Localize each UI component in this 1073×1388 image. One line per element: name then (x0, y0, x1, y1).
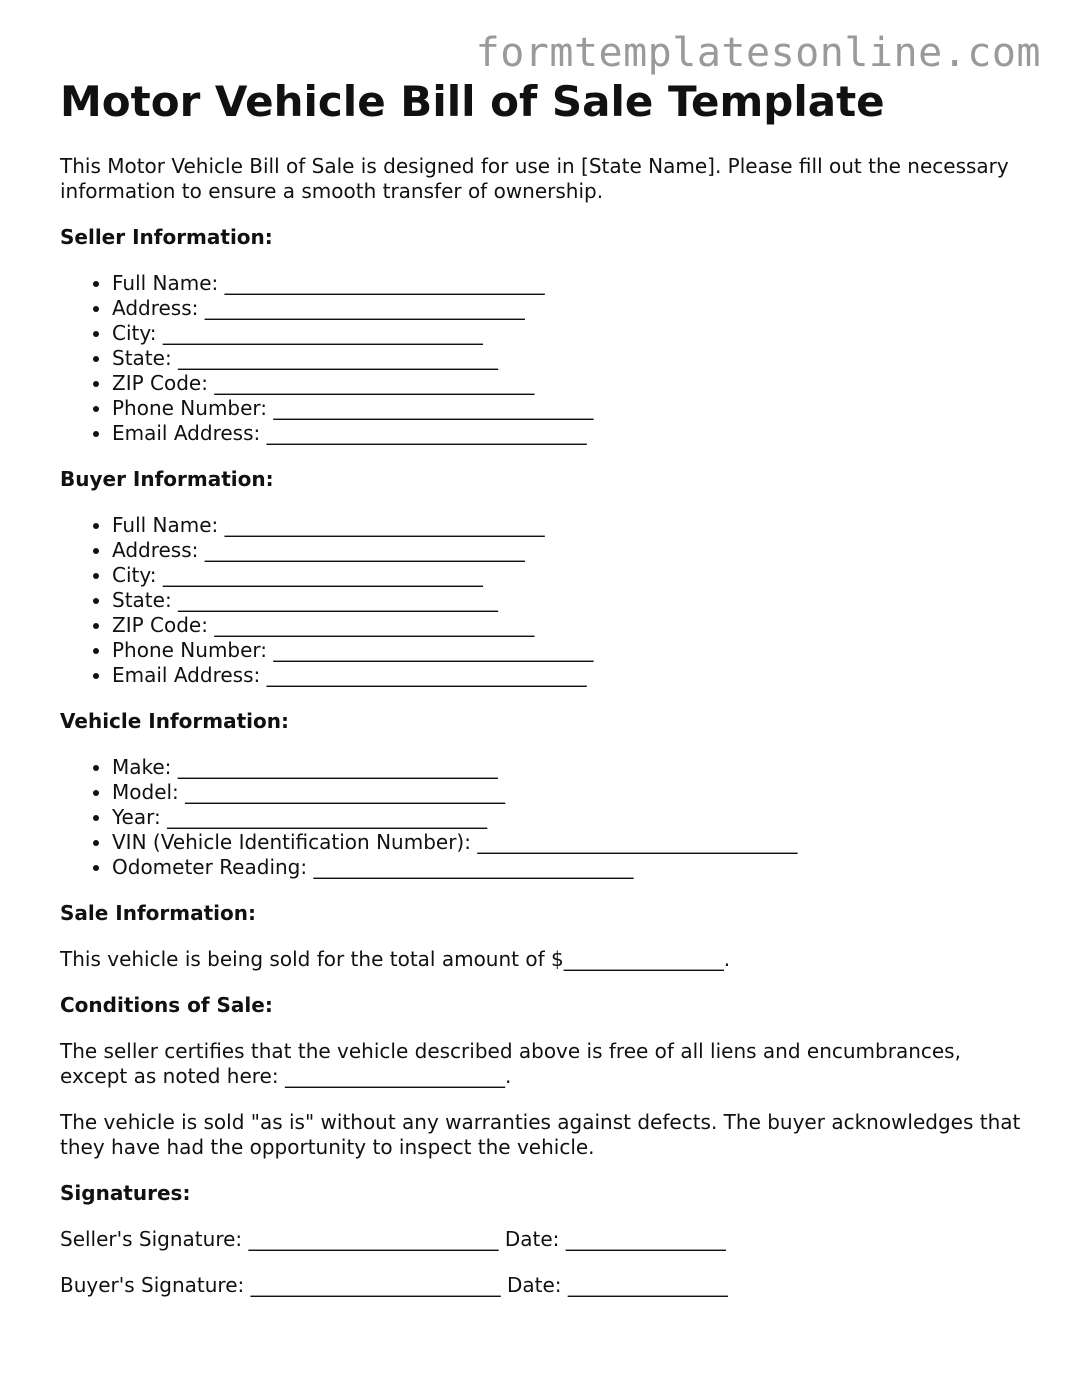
seller-list (60, 271, 1030, 446)
buyer-full-name[interactable]: • Full Name: ________________________________ (112, 513, 1030, 538)
vehicle-vin[interactable]: • VIN (Vehicle Identification Number): ________________________________ (112, 830, 1030, 855)
buyer-heading: Buyer Information: (60, 467, 274, 491)
seller-email[interactable]: • Email Address: ________________________________ (112, 421, 1030, 446)
as-is-paragraph: The vehicle is sold "as is" without any warranties against defects. The buyer acknowledges that they have had the opportunity to inspect the vehicle. (60, 1110, 1021, 1159)
sale-heading: Sale Information: (60, 901, 256, 925)
liens-paragraph[interactable]: The seller certifies that the vehicle described above is free of all liens and encumbrances, except as noted here: ______________________. (60, 1039, 961, 1088)
sale-amount-line[interactable]: This vehicle is being sold for the total amount of $________________. (60, 947, 731, 971)
buyer-phone[interactable]: • Phone Number: ________________________________ (112, 638, 1030, 663)
seller-heading: Seller Information: (60, 225, 273, 249)
buyer-city[interactable]: • City: ________________________________ (112, 563, 1030, 588)
vehicle-model[interactable]: • Model: ________________________________ (112, 780, 1030, 805)
watermark: formtemplatesonline.com (475, 30, 1041, 76)
page-title: Motor Vehicle Bill of Sale Template (60, 77, 885, 126)
vehicle-make[interactable]: • Make: ________________________________ (112, 755, 1030, 780)
vehicle-heading: Vehicle Information: (60, 709, 289, 733)
seller-zip[interactable]: • ZIP Code: ________________________________ (112, 371, 1030, 396)
vehicle-list (60, 755, 1030, 880)
signatures-heading: Signatures: (60, 1181, 191, 1205)
seller-city[interactable]: • City: ________________________________ (112, 321, 1030, 346)
vehicle-odometer[interactable]: • Odometer Reading: ________________________________ (112, 855, 1030, 880)
buyer-list (60, 513, 1030, 688)
buyer-email[interactable]: • Email Address: ________________________________ (112, 663, 1030, 688)
document-page (60, 74, 1030, 1298)
vehicle-year[interactable]: • Year: ________________________________ (112, 805, 1030, 830)
buyer-zip[interactable]: • ZIP Code: ________________________________ (112, 613, 1030, 638)
seller-full-name[interactable]: • Full Name: ________________________________ (112, 271, 1030, 296)
seller-phone[interactable]: • Phone Number: ________________________________ (112, 396, 1030, 421)
buyer-address[interactable]: • Address: ________________________________ (112, 538, 1030, 563)
intro-paragraph: This Motor Vehicle Bill of Sale is designed for use in [State Name]. Please fill out the necessary information to ensure a smooth transfer of ownership. (60, 154, 1009, 203)
seller-signature-line[interactable]: Seller's Signature: _________________________ Date: ________________ (60, 1227, 726, 1251)
buyer-state[interactable]: • State: ________________________________ (112, 588, 1030, 613)
conditions-heading: Conditions of Sale: (60, 993, 273, 1017)
buyer-signature-line[interactable]: Buyer's Signature: _________________________ Date: ________________ (60, 1273, 728, 1297)
seller-state[interactable]: • State: ________________________________ (112, 346, 1030, 371)
seller-address[interactable]: • Address: ________________________________ (112, 296, 1030, 321)
